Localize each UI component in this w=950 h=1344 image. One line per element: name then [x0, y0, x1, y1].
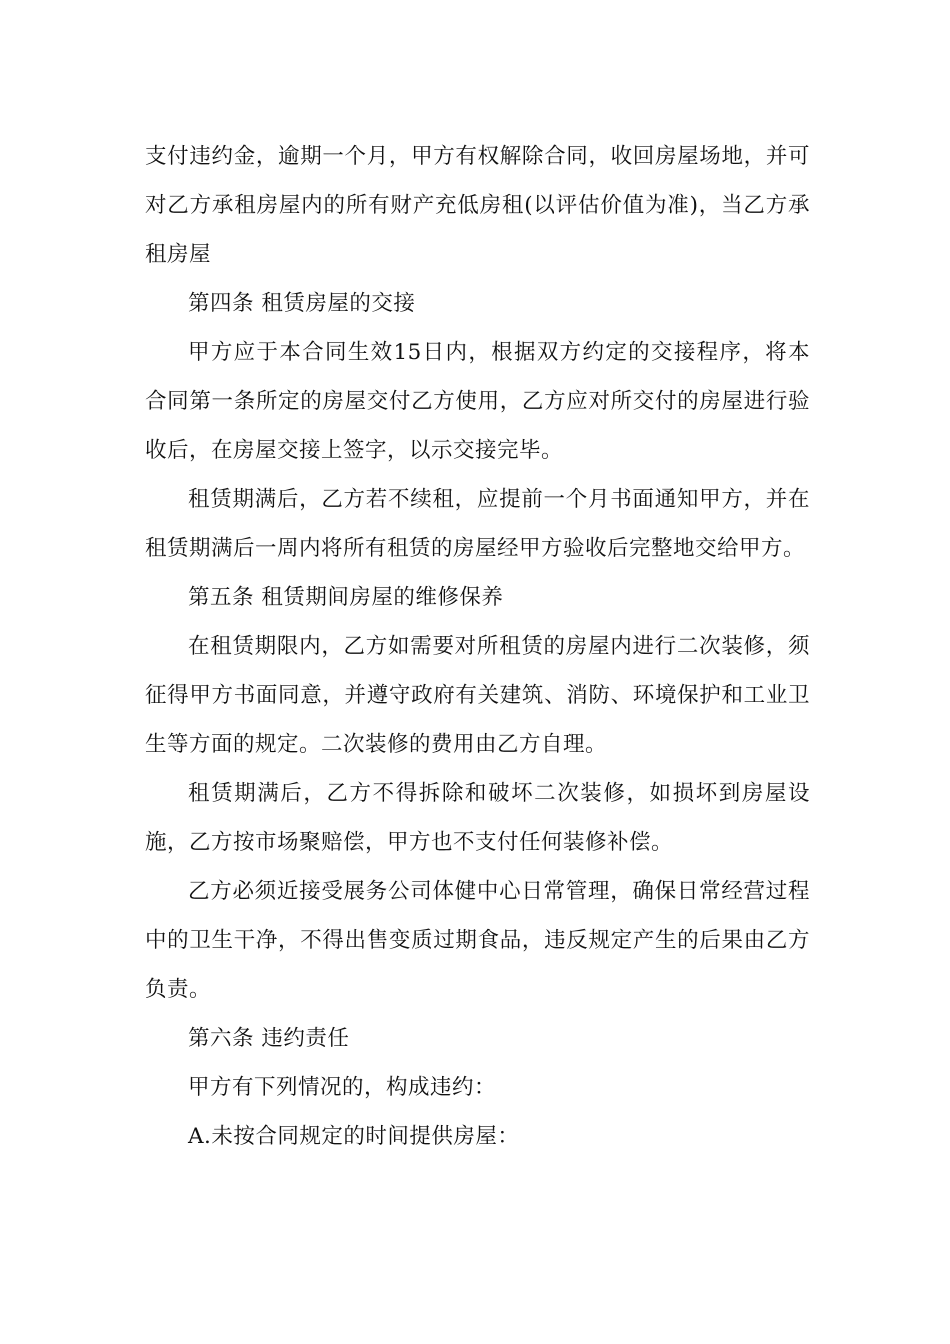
paragraph-handover: 甲方应于本合同生效15日内，根据双方约定的交接程序，将本合同第一条所定的房屋交付乙方使用，乙方应对所交付的房屋进行验收后，在房屋交接上签字，以示交接完毕。	[145, 340, 810, 463]
paragraph-breach-item-a: A.未按合同规定的时间提供房屋：	[188, 1124, 520, 1149]
article-6-heading: 第六条 违约责任	[188, 1026, 350, 1051]
paragraph-renovation-removal: 租赁期满后，乙方不得拆除和破坏二次装修，如损坏到房屋设施，乙方按市场聚赔偿，甲方也不支付任何装修补偿。	[145, 781, 810, 855]
article-4-heading: 第四条 租赁房屋的交接	[188, 291, 416, 316]
paragraph-breach-intro: 甲方有下列情况的，构成违约：	[188, 1075, 497, 1100]
paragraph-penalty-continuation: 支付违约金，逾期一个月，甲方有权解除合同，收回房屋场地，并可对乙方承租房屋内的所有财产充低房租(以评估价值为准)，当乙方承租房屋	[145, 144, 810, 267]
article-5-heading: 第五条 租赁期间房屋的维修保养	[188, 585, 504, 610]
document-body	[145, 132, 810, 1161]
paragraph-lease-expiry: 租赁期满后，乙方若不续租，应提前一个月书面通知甲方，并在租赁期满后一周内将所有租赁的房屋经甲方验收后完整地交给甲方。	[145, 487, 810, 561]
paragraph-renovation: 在租赁期限内，乙方如需要对所租赁的房屋内进行二次装修，须征得甲方书面同意，并遵守政府有关建筑、消防、环境保护和工业卫生等方面的规定。二次装修的费用由乙方自理。	[145, 634, 810, 757]
paragraph-management: 乙方必须近接受展务公司体健中心日常管理，确保日常经营过程中的卫生干净，不得出售变质过期食品，违反规定产生的后果由乙方负责。	[145, 879, 810, 1002]
